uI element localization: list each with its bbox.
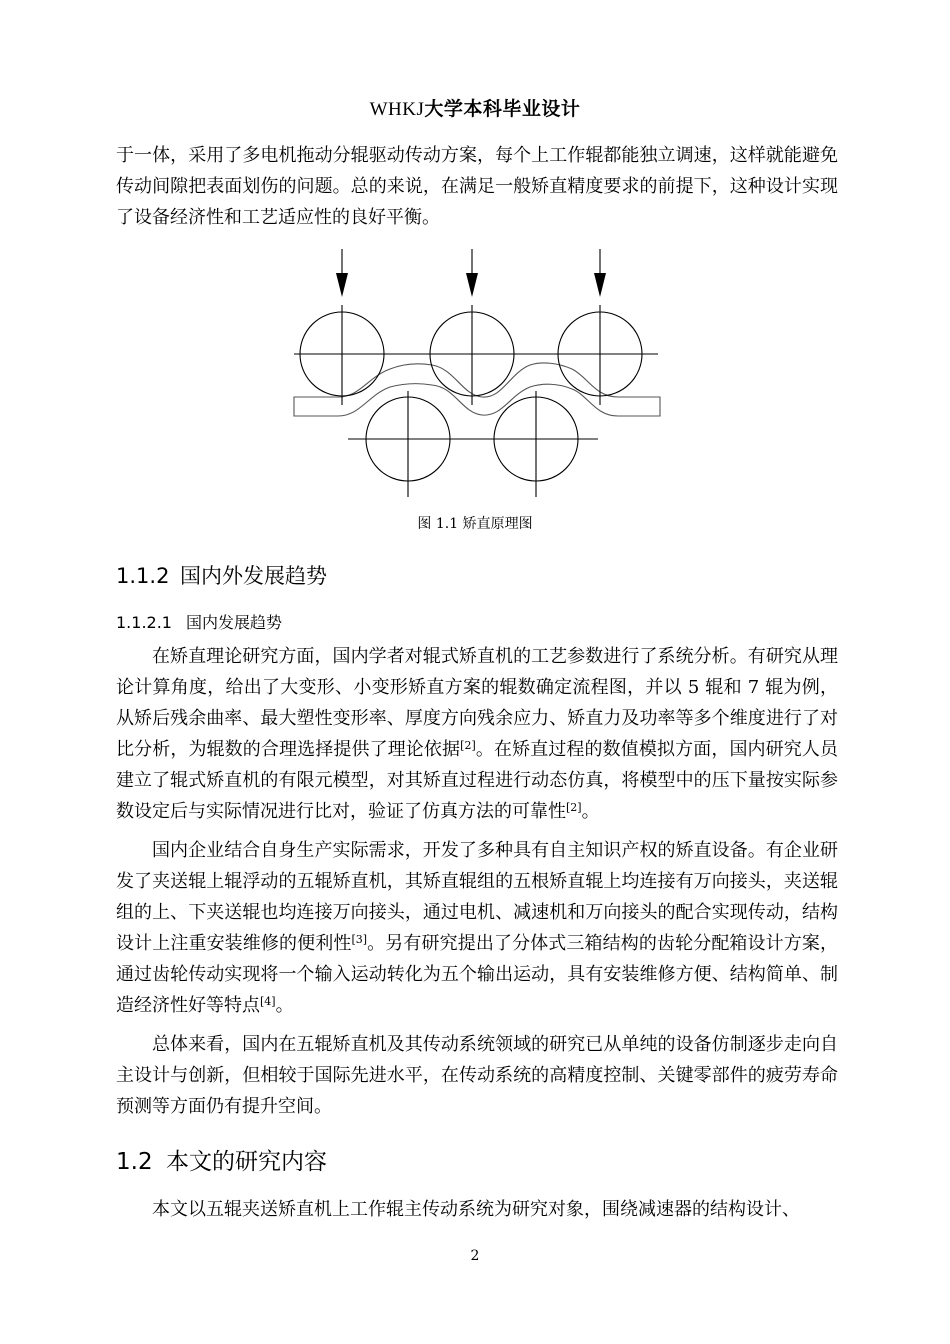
section-heading-1-1-2 — [116, 560, 327, 590]
body-paragraph-4: 本文以五辊夹送矫直机上工作辊主传动系统为研究对象，围绕减速器的结构设计、 — [152, 1199, 800, 1220]
section-title: 国内外发展趋势 — [180, 564, 327, 588]
page-number: 2 — [470, 1248, 480, 1264]
section-title: 国内发展趋势 — [186, 613, 283, 632]
header-latin: WHKJ — [369, 99, 425, 120]
upper-roll-2 — [430, 305, 514, 405]
text-run: 在矫直理论研究方面，国内学者对辊式矫直机的工艺参数进行了系统分析。有研究从理论计算角度，给出了大变形、小变形矫直方案的辊数确定流程图，并以 5 辊和 7 辊为例，从矫后残余曲率、最大塑性变形率、厚度方向残余应力、矫直力及功率等多个维度进行了对比分析，为辊数的合理选择提供了理论依据 — [116, 646, 838, 760]
text-run: 。 — [581, 801, 600, 822]
lower-roll-2 — [494, 391, 578, 497]
citation: [2] — [460, 739, 476, 752]
section-number: 1.1.2 — [116, 564, 170, 588]
citation: [4] — [260, 995, 276, 1008]
lower-roll-1 — [366, 391, 450, 497]
arrow-head-3 — [594, 273, 606, 297]
header-title: 大学本科毕业设计 — [424, 98, 581, 120]
section-number: 1.1.2.1 — [116, 613, 172, 632]
arrow-head-1 — [336, 273, 348, 297]
body-paragraph-3: 总体来看，国内在五辊矫直机及其传动系统领域的研究已从单纯的设备仿制逐步走向自主设计与创新，但相较于国际先进水平，在传动系统的高精度控制、关键零部件的疲劳寿命预测等方面仍有提升空间。 — [116, 1034, 838, 1117]
upper-roll-3 — [558, 305, 642, 405]
intro-paragraph: 于一体，采用了多电机拖动分辊驱动传动方案，每个上工作辊都能独立调速，这样就能避免传动间隙把表面划伤的问题。总的来说，在满足一般矫直精度要求的前提下，这种设计实现了设备经济性和工艺适应性的良好平衡。 — [116, 145, 838, 228]
section-heading-1-1-2-1 — [116, 610, 282, 633]
body-paragraph-2 — [116, 835, 838, 1021]
text-run: 。 — [275, 995, 294, 1016]
page-header — [0, 94, 950, 121]
text-run: 。在矫直过程的数值模拟方面，国内研究人员建立了辊式矫直机的有限元模型，对其矫直过程进行动态仿真，将模型中的压下量按实际参数设定后与实际情况进行比对，验证了仿真方法的可靠性 — [116, 739, 839, 822]
body-paragraph-1 — [116, 641, 838, 827]
sheet-strip — [294, 363, 660, 416]
text-run: 。另有研究提出了分体式三箱结构的齿轮分配箱设计方案，通过齿轮传动实现将一个输入运动转化为五个输出运动，具有安装维修方便、结构简单、制造经济性好等特点 — [116, 933, 838, 1016]
figure-caption: 图 1.1 矫直原理图 — [417, 516, 533, 532]
upper-roll-1 — [300, 305, 384, 405]
citation: [2] — [566, 801, 582, 814]
citation: [3] — [351, 933, 368, 946]
section-number: 1.2 — [116, 1149, 153, 1175]
arrow-head-2 — [466, 273, 478, 297]
straightening-principle-figure — [290, 245, 662, 505]
section-heading-1-2 — [116, 1143, 327, 1176]
section-title: 本文的研究内容 — [166, 1149, 327, 1175]
text-run: 国内企业结合自身生产实际需求，开发了多种具有自主知识产权的矫直设备。有企业研发了夹送辊上辊浮动的五辊矫直机，其矫直辊组的五根矫直辊上均连接有万向接头，夹送辊组的上、下夹送辊也均连接万向接头，通过电机、减速机和万向接头的配合实现传动，结构设计上注重安装维修的便利性 — [116, 840, 838, 954]
